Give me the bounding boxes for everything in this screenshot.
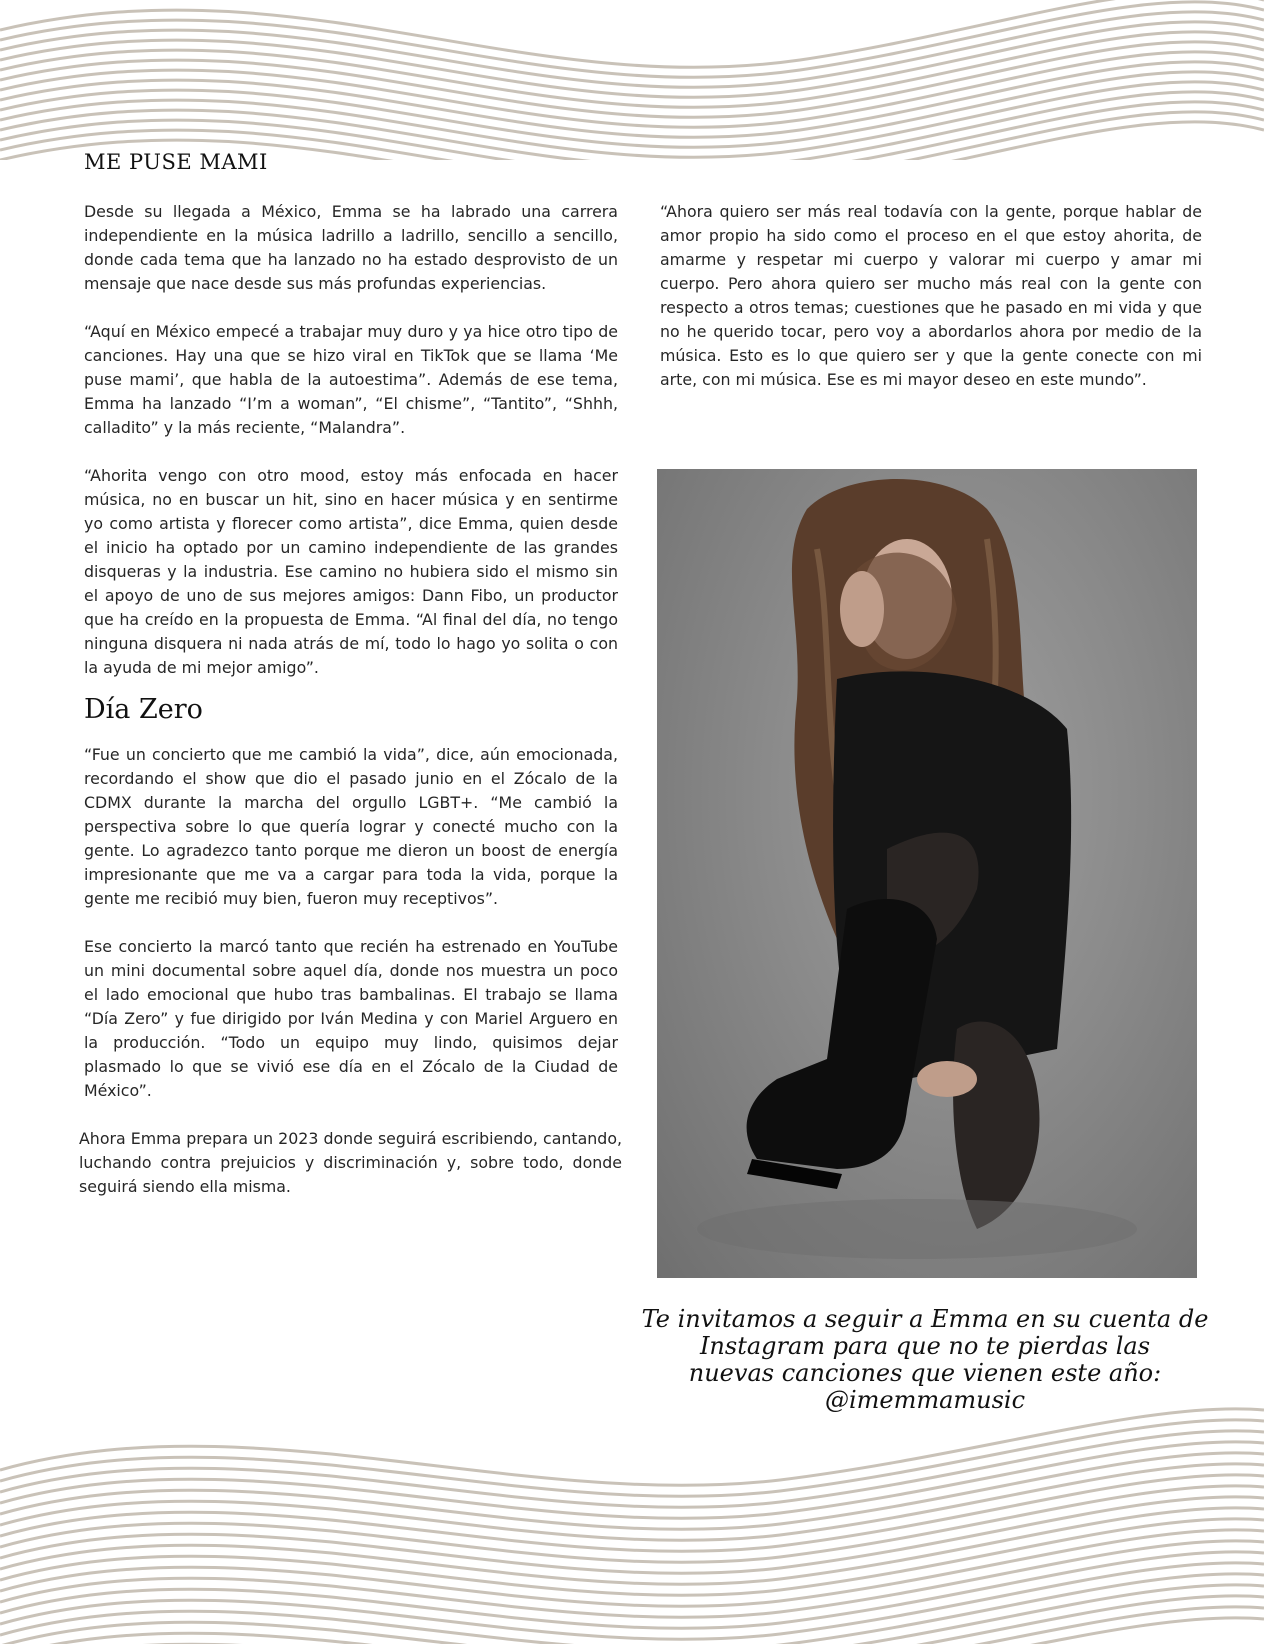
- quote-paragraph: “Ahora quiero ser más real todavía con la gente, porque hablar de amor propio ha sido como el proceso en el que estoy ahorita, de amarme y respetar mi cuerpo y valorar mi cuerpo y amar mi cuerpo. Pero ahora quiero ser mucho más real con la gente con respecto a otros temas; cuestiones que he pasado en mi vida y que no he querido tocar, pero voy a abordarlos ahora por medio de la música. Esto es lo que quiero ser y que la gente conecte con mi arte, con mi música. Ese es mi mayor deseo en este mundo”.: [660, 202, 1202, 389]
- top-wave-decoration: [0, 0, 1264, 160]
- caption-line: Te invitamos a seguir a Emma en su cuenta de: [641, 1305, 1209, 1333]
- section-title-me-puse-mami: ME PUSE MAMI: [84, 150, 268, 174]
- artist-photo: [657, 469, 1197, 1278]
- paragraph: Desde su llegada a México, Emma se ha labrado una carrera independiente en la música ladrillo a ladrillo, sencillo a sencillo, donde cada tema que ha lanzado no ha estado desprovisto de un mensaje que nace desde sus más profundas experiencias.: [84, 202, 618, 293]
- paragraph: “Fue un concierto que me cambió la vida”, dice, aún emocionada, recordando el show que dio el pasado junio en el Zócalo de la CDMX durante la marcha del orgullo LGBT+. “Me cambió la perspectiva sobre lo que quería lograr y conecté mucho con la gente. Lo agradezco tanto porque me dieron un boost de energía impresionante que me va a cargar para toda la vida, porque la gente me recibió muy bien, fueron muy receptivos”.: [84, 745, 618, 908]
- caption-line: Instagram para que no te pierdas las: [699, 1332, 1151, 1360]
- right-column: [660, 200, 1202, 416]
- wave-line: [0, 0, 1264, 67]
- paragraph: Ahora Emma prepara un 2023 donde seguirá escribiendo, cantando, luchando contra prejuicios y discriminación y, sobre todo, donde seguirá siendo ella misma.: [79, 1129, 622, 1196]
- instagram-caption: [610, 1306, 1240, 1414]
- wave-line: [0, 1409, 1264, 1486]
- caption-line: nuevas canciones que vienen este año: @imemmamusic: [688, 1359, 1162, 1414]
- paragraph: “Aquí en México empecé a trabajar muy duro y ya hice otro tipo de canciones. Hay una que se hizo viral en TikTok que se llama ‘Me puse mami’, que habla de la autoestima”. Además de ese tema, Emma ha lanzado “I’m a woman”, “El chisme”, “Tantito”, “Shhh, calladito” y la más reciente, “Malandra”.: [84, 322, 618, 437]
- paragraph: Ese concierto la marcó tanto que recién ha estrenado en YouTube un mini documental sobre aquel día, donde nos muestra un poco el lado emocional que hubo tras bambalinas. El trabajo se llama “Día Zero” y fue dirigido por Iván Medina y con Mariel Arguero en la producción. “Todo un equipo muy lindo, quisimos dejar plasmado lo que se vivió ese día en el Zócalo de la Ciudad de México”.: [84, 937, 618, 1100]
- left-column: [79, 150, 622, 1223]
- paragraph: “Ahorita vengo con otro mood, estoy más enfocada en hacer música, no en buscar un hit, sino en hacer música y en sentirme yo como artista y florecer como artista”, dice Emma, quien desde el inicio ha optado por un camino independiente de las grandes disqueras y la industria. Ese camino no hubiera sido el mismo sin el apoyo de uno de sus mejores amigos: Dann Fibo, un productor que ha creído en la propuesta de Emma. “Al final del día, no tengo ninguna disquera ni nada atrás de mí, todo lo hago yo solita o con la ayuda de mi mejor amigo”.: [84, 466, 618, 677]
- section-title-dia-zero: Día Zero: [84, 694, 203, 725]
- bottom-wave-decoration: [0, 1400, 1264, 1644]
